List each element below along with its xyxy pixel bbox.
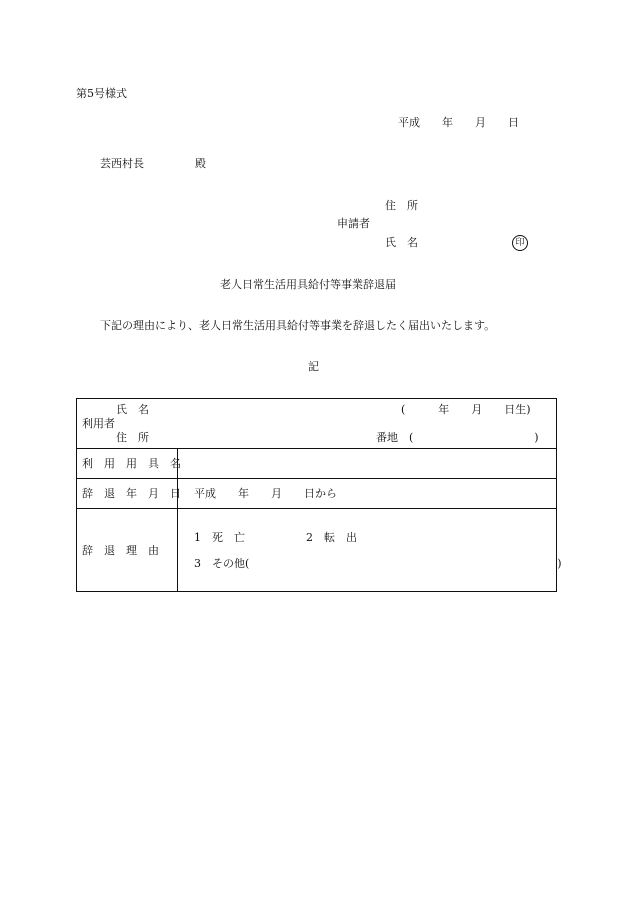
applicant-name-label: 氏 名 [385,236,418,249]
withdraw-date-value: 平成 年 月 日から [194,487,337,500]
user-group-label: 利用者 [82,417,115,430]
ki-label: 記 [308,360,319,373]
seal-icon: 印 [512,235,528,251]
user-address-label: 住 所 [116,431,149,444]
reason-option-move: 2 転 出 [306,531,357,544]
reason-option-other: 3 その他( ) [194,557,562,570]
reason-option-death: 1 死 亡 [194,531,245,544]
withdraw-reason-label: 辞 退 理 由 [82,544,159,557]
applicant-address-label: 住 所 [385,199,418,212]
form-number: 第5号様式 [76,87,127,100]
user-banchi: 番地 ( ) [376,431,539,444]
table-border-bottom [76,591,557,592]
addressee-name: 芸西村長 [100,157,144,170]
row-divider [76,448,557,449]
row-divider [76,478,557,479]
user-name-label: 氏 名 [116,403,149,416]
body-text: 下記の理由により、老人日常生活用具給付等事業を辞退したく届出いたします。 [100,319,496,332]
row-divider [76,508,557,509]
withdraw-date-label: 辞 退 年 月 日 [82,487,181,500]
user-birth-date: ( 年 月 日生) [401,403,531,416]
applicant-role-label: 申請者 [337,217,370,230]
table-border-top [76,398,557,399]
equipment-label: 利 用 用 具 名 [82,457,181,470]
addressee-honorific: 殿 [195,157,206,170]
withdrawal-form-table [76,398,562,592]
date-line: 平成 年 月 日 [398,116,519,129]
document-title: 老人日常生活用具給付等事業辞退届 [220,278,396,291]
table-border-left [76,398,77,592]
